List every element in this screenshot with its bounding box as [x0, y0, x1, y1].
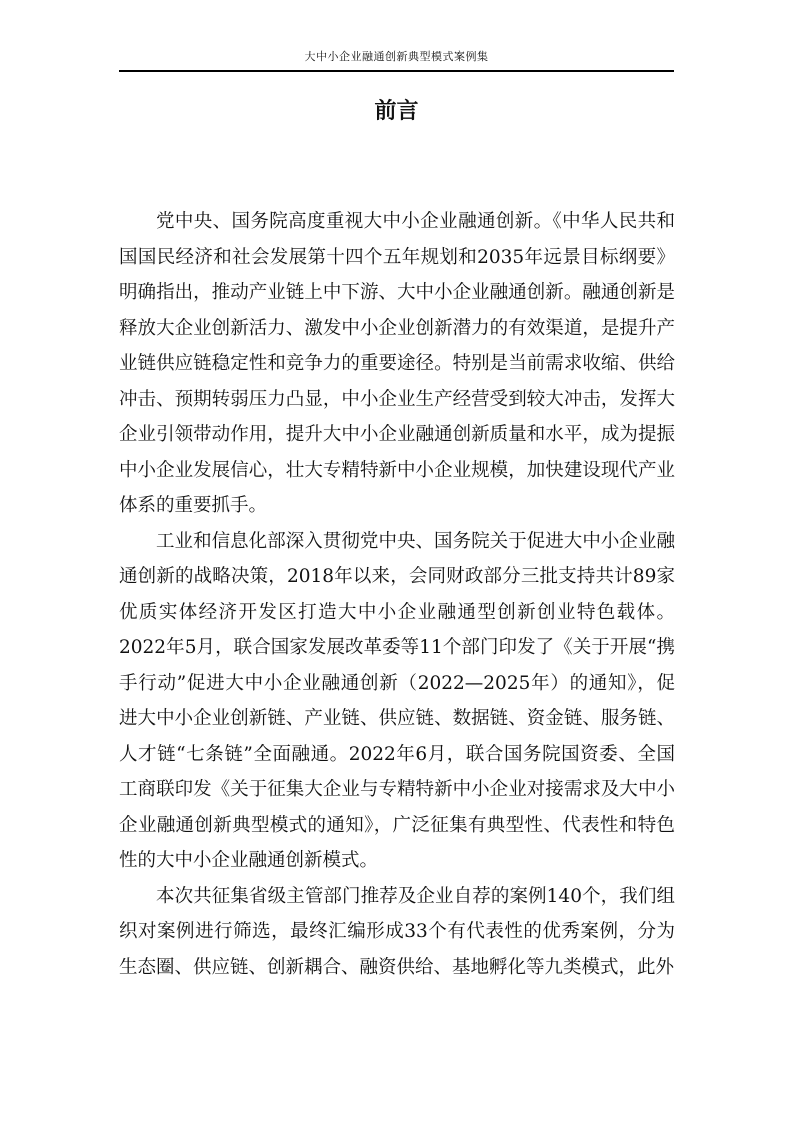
page-title: 前言: [374, 98, 419, 124]
header-divider: [119, 70, 674, 72]
paragraph-1: 党中央、国务院高度重视大中小企业融通创新。《中华人民共和国国民经济和社会发展第十四个五年规划和2035年远景目标纲要》明确指出，推动产业链上中下游、大中小企业融通创新。融通创新是释放大企业创新活力、激发中小企业创新潜力的有效渠道，是提升产业链供应链稳定性和竞争力的重要途径。特别是当前需求收缩、供给冲击、预期转弱压力凸显，中小企业生产经营受到较大冲击，发挥大企业引领带动作用，提升大中小企业融通创新质量和水平，成为提振中小企业发展信心，壮大专精特新中小企业规模，加快建设现代产业体系的重要抓手。: [119, 211, 675, 516]
running-header: 大中小企业融通创新典型模式案例集: [304, 50, 489, 63]
paragraph-3: 本次共征集省级主管部门推荐及企业自荐的案例140个，我们组织对案例进行筛选，最终汇编形成33个有代表性的优秀案例，分为生态圈、供应链、创新耦合、融资供给、基地孵化等九类模式，此外: [119, 885, 675, 978]
body-text: [119, 204, 675, 985]
paragraph-2: 工业和信息化部深入贯彻党中央、国务院关于促进大中小企业融通创新的战略决策，2018年以来，会同财政部分三批支持共计89家优质实体经济开发区打造大中小企业融通型创新创业特色载体。2022年5月，联合国家发展改革委等11个部门印发了《关于开展“携手行动”促进大中小企业融通创新（2022—2025年）的通知》，促进大中小企业创新链、产业链、供应链、数据链、资金链、服务链、人才链“七条链”全面融通。2022年6月，联合国务院国资委、全国工商联印发《关于征集大企业与专精特新中小企业对接需求及大中小企业融通创新典型模式的通知》，广泛征集有典型性、代表性和特色性的大中小企业融通创新模式。: [119, 530, 675, 871]
